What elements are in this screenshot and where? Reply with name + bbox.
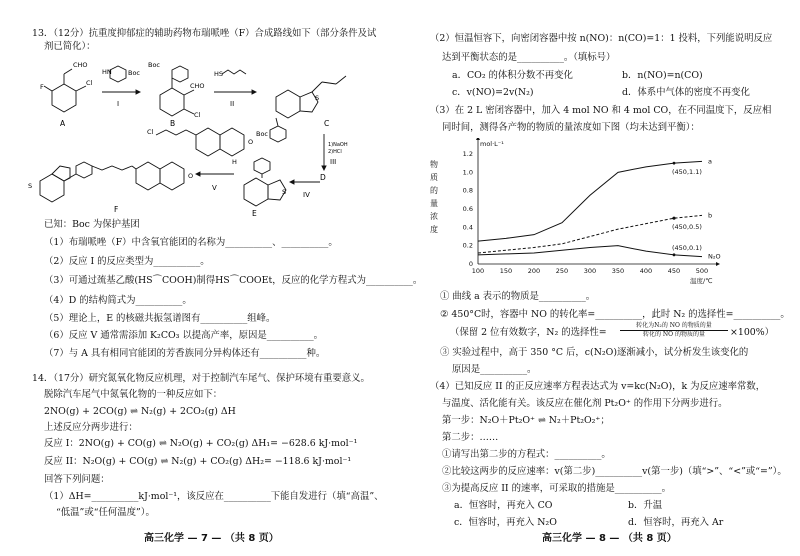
step-i: I bbox=[117, 100, 120, 108]
footer-left: 高三化学 — 7 — （共 8 页） bbox=[144, 533, 279, 544]
q13-item-1: （1）布瑞哌唑（F）中含氧官能团的名称为__________、__________。 bbox=[44, 237, 338, 248]
data-annotation: (450,1.1) bbox=[672, 168, 702, 177]
q2-option-b: b．n(NO)=n(CO) bbox=[622, 70, 703, 81]
q4-step-1: 第一步：N₂O＋Pt₂O⁺ ⇌ N₂＋Pt₂O₂⁺； bbox=[442, 415, 610, 426]
x-axis-label: 温度/℃ bbox=[690, 277, 713, 285]
page-left bbox=[14, 0, 423, 556]
q2-option-c: c．v(NO)=2v(N₂) bbox=[452, 87, 534, 98]
label-d: D bbox=[320, 173, 326, 182]
svg-text:S: S bbox=[28, 182, 33, 190]
q13-item-2: （2）反应 I 的反应类型为__________。 bbox=[44, 256, 210, 267]
q14-equation: 2NO(g) + 2CO(g) ⇌ N₂(g) + 2CO₂(g) ΔH bbox=[44, 406, 236, 417]
label-f: F bbox=[114, 205, 119, 214]
q3-item-2c: ×100%） bbox=[730, 327, 775, 338]
svg-text:S: S bbox=[282, 188, 287, 196]
q13-item-5: （5）理论上，E 的核磁共振氢谱图有__________组峰。 bbox=[44, 313, 276, 324]
q4-option-a: a．恒容时，再充入 CO bbox=[454, 500, 553, 511]
y-tick-label: 0.2 bbox=[462, 241, 473, 250]
step3-cond-2: 2)HCl bbox=[328, 149, 342, 155]
concentration-chart bbox=[452, 138, 742, 286]
step-iv: IV bbox=[303, 191, 310, 199]
series-name-label: a bbox=[708, 157, 712, 166]
q4-option-c: c．恒容时，再充入 N₂O bbox=[454, 517, 557, 528]
q2-line-1: （2）恒温恒容下，向密闭容器中按 n(NO)：n(CO)=1：1 投料，下列能说明反应 bbox=[430, 33, 773, 44]
q14-question-1b: “低温”或“任何温度”）。 bbox=[56, 507, 155, 518]
svg-text:CHO: CHO bbox=[190, 82, 205, 90]
q3-line-2: 同时间，测得各产物的物质的量浓度如下图（均未达到平衡）： bbox=[442, 122, 700, 133]
q14-header: 14．（17分）研究氮氧化物反应机理，对于控制汽车尾气、保护环境有重要意义。 bbox=[32, 373, 370, 384]
step-v: V bbox=[212, 184, 217, 192]
q3-line-1: （3）在 2 L 密闭容器中，加入 4 mol NO 和 4 mol CO，在不同温度下，反应相 bbox=[430, 105, 772, 116]
x-tick-label: 350 bbox=[611, 267, 625, 275]
svg-text:Cl: Cl bbox=[194, 111, 201, 119]
svg-text:O: O bbox=[248, 138, 254, 146]
selectivity-fraction bbox=[620, 322, 728, 338]
q14-question-1: （1）ΔH=__________kJ·mol⁻¹，该反应在__________下能自发进行（填“高温”、 bbox=[44, 491, 384, 502]
svg-text:Cl: Cl bbox=[86, 79, 93, 87]
q3-item-2b: （保留 2 位有效数字，N₂ 的选择性= bbox=[450, 327, 607, 338]
series-point bbox=[673, 162, 676, 165]
q4-question-3: ③为提高反应 II 的速率，可采取的措施是__________。 bbox=[442, 483, 671, 494]
series-line-0 bbox=[478, 161, 702, 241]
data-annotation: (450,0.1) bbox=[672, 243, 702, 252]
compound-c-ring bbox=[276, 90, 300, 118]
series-line-2 bbox=[478, 243, 702, 257]
fraction-numerator: 转化为N₂的 NO 的物质的量 bbox=[620, 322, 728, 331]
page-right bbox=[412, 0, 790, 556]
q13-item-6: （6）反应 V 通常需添加 K₂CO₃ 以提高产率，原因是__________。 bbox=[44, 330, 324, 341]
q3-item-2: ② 450°C时，容器中 NO 的转化率=__________，此时 N₂ 的选择性=__________。 bbox=[440, 309, 790, 320]
y-tick-label: 0.6 bbox=[462, 205, 473, 213]
y-tick-label: 0.4 bbox=[462, 223, 473, 232]
y-tick-label: 0.8 bbox=[462, 186, 473, 195]
q4-option-b: b．升温 bbox=[628, 500, 663, 511]
q2-option-a: a．CO₂ 的体积分数不再变化 bbox=[452, 70, 573, 81]
step-iii: III bbox=[330, 158, 337, 166]
y-axis-unit: mol·L⁻¹ bbox=[480, 140, 504, 148]
q13-header: 13．（12分）抗重度抑郁症的辅助药物布瑞哌唑（F）合成路线如下（部分条件及试 bbox=[32, 28, 377, 39]
synthesis-scheme bbox=[24, 54, 374, 218]
svg-text:Boc: Boc bbox=[256, 130, 269, 138]
step-ii: II bbox=[230, 100, 235, 108]
q3-item-3: ③ 实验过程中，高于 350 °C 后，c(N₂O)逐渐减小，试分析发生该变化的 bbox=[440, 347, 749, 358]
q4-question-2: ②比较这两步的反应速率：v(第二步)__________v(第一步)（填“>”、“<”或“=”）。 bbox=[442, 466, 787, 477]
x-axis-arrow bbox=[716, 262, 720, 266]
x-tick-label: 100 bbox=[471, 267, 485, 275]
q14-reaction-1: 反应 I：2NO(g) + CO(g) ⇌ N₂O(g) + CO₂(g) ΔH₁= −628.6 kJ·mol⁻¹ bbox=[44, 438, 358, 449]
data-annotation: (450,0.5) bbox=[672, 223, 702, 232]
compound-a-ring bbox=[52, 84, 76, 112]
reagent-boc: Boc bbox=[128, 69, 141, 77]
chart-ylabel-vertical: 物 质 的 量 浓 度 bbox=[430, 160, 438, 234]
footer-right: 高三化学 — 8 — （共 8 页） bbox=[542, 533, 677, 544]
compound-f-ring bbox=[40, 174, 64, 202]
label-e: E bbox=[252, 209, 257, 218]
q14-reaction-2: 反应 II：N₂O(g) + CO(g) ⇌ N₂(g) + CO₂(g) ΔH₂= −118.6 kJ·mol⁻¹ bbox=[44, 456, 352, 467]
atom-f-label: F bbox=[40, 83, 44, 91]
svg-text:S: S bbox=[315, 94, 320, 102]
q4-question-1: ①请写出第二步的方程式：__________。 bbox=[442, 449, 611, 460]
x-tick-label: 200 bbox=[527, 267, 541, 275]
q3-item-3b: 原因是__________。 bbox=[452, 364, 537, 375]
q14-line-2: 脱除汽车尾气中氮氧化物的一种反应如下： bbox=[44, 389, 223, 400]
series-point bbox=[673, 253, 676, 256]
q4-line-2: 与温度、活化能有关。该反应在催化剂 Pt₂O⁺ 的作用下分两步进行。 bbox=[442, 398, 728, 409]
svg-text:HS: HS bbox=[214, 70, 224, 78]
compound-b-ring bbox=[160, 88, 184, 116]
svg-text:HN: HN bbox=[102, 68, 112, 76]
y-tick-label: 1.0 bbox=[462, 168, 473, 177]
series-name-label: b bbox=[708, 211, 713, 220]
svg-text:O: O bbox=[188, 172, 194, 180]
q4-line-1: （4）已知反应 II 的正反应速率方程表达式为 v=kc(N₂O)，k 为反应速率常数， bbox=[430, 381, 766, 392]
x-tick-label: 450 bbox=[667, 267, 681, 275]
q2-option-d: d．体系中气体的密度不再变化 bbox=[622, 87, 750, 98]
compound-e-piperazine bbox=[254, 158, 270, 174]
q13-item-3: （3）可通过巯基乙酸(HS⌒COOH)制得HS⌒COOEt，反应的化学方程式为__________。 bbox=[44, 275, 423, 286]
label-a: A bbox=[60, 119, 66, 128]
y-tick-label: 1.2 bbox=[462, 150, 473, 158]
label-c: C bbox=[324, 119, 330, 128]
x-tick-label: 250 bbox=[555, 267, 569, 275]
known-note: 已知：Boc 为保护基团 bbox=[44, 219, 140, 230]
fraction-denominator: 转化的 NO 的物质的量 bbox=[643, 330, 705, 338]
q4-step-2: 第二步：…… bbox=[442, 432, 499, 443]
reagent-cl: Cl bbox=[147, 128, 154, 136]
step3-cond-1: 1)NaOH bbox=[328, 142, 348, 148]
label-b: B bbox=[170, 119, 176, 128]
series-name-label: N₂O bbox=[708, 252, 721, 261]
q14-line-3: 上述反应分两步进行： bbox=[44, 422, 138, 433]
q3-item-1: ① 曲线 a 表示的物质是__________。 bbox=[440, 291, 596, 302]
y-tick-label: 0 bbox=[468, 260, 473, 268]
q13-item-4: （4）D 的结构简式为__________。 bbox=[44, 295, 192, 306]
series-point bbox=[672, 217, 675, 220]
svg-text:CHO: CHO bbox=[73, 61, 88, 69]
q2-line-2: 达到平衡状态的是__________。（填标号） bbox=[442, 52, 616, 63]
q13-header-2: 剂已简化）： bbox=[44, 41, 96, 52]
svg-text:Boc: Boc bbox=[148, 61, 161, 69]
svg-text:H: H bbox=[232, 158, 237, 166]
q14-line-4: 回答下列问题： bbox=[44, 474, 110, 485]
x-tick-label: 150 bbox=[499, 267, 513, 275]
x-tick-label: 300 bbox=[583, 267, 597, 275]
q4-option-d: d．恒容时，再充入 Ar bbox=[628, 517, 724, 528]
q13-item-7: （7）与 A 具有相同官能团的芳香族同分异构体还有__________种。 bbox=[44, 348, 326, 359]
x-tick-label: 400 bbox=[639, 267, 653, 275]
x-tick-label: 500 bbox=[695, 267, 709, 275]
